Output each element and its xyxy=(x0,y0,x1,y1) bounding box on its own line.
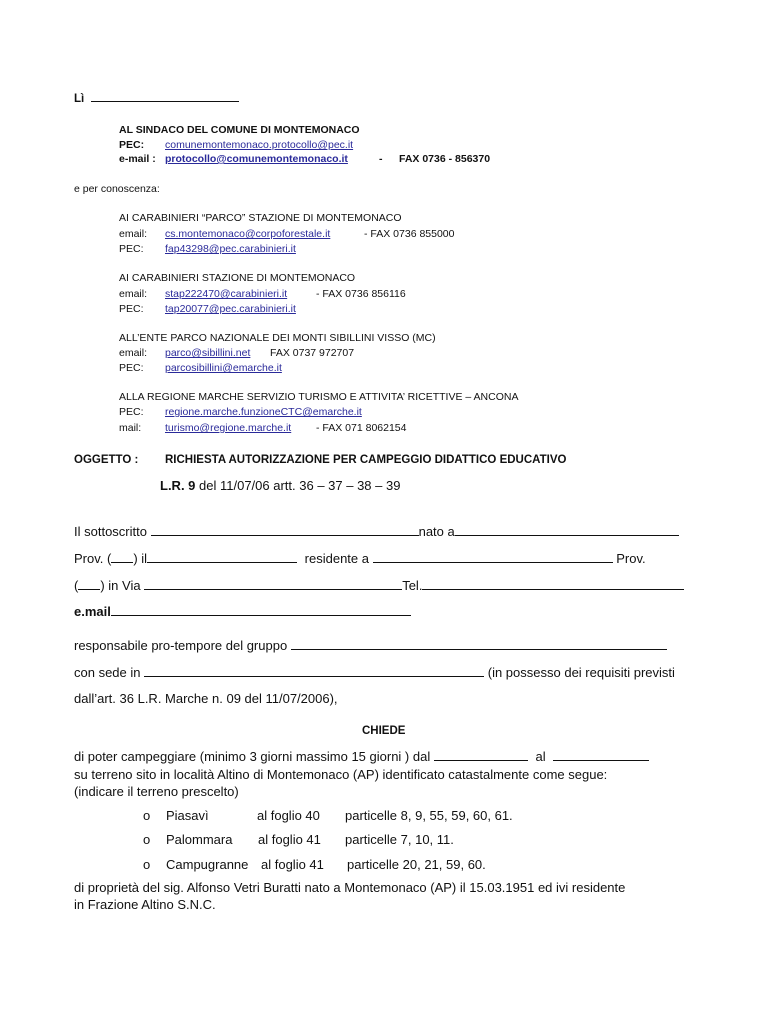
email-field[interactable] xyxy=(111,604,411,616)
request-dates-label: di poter campeggiare (minimo 3 giorni massimo 15 giorni ) dal xyxy=(74,749,431,764)
date-to-label: al xyxy=(535,749,546,764)
option-sheet: al foglio 40 xyxy=(257,808,320,823)
regione-mail-label: mail: xyxy=(119,422,142,434)
form-line-birth xyxy=(74,551,646,566)
subject-title: RICHIESTA AUTORIZZAZIONE PER CAMPEGGIO DIDATTICO EDUCATIVO xyxy=(165,454,567,466)
ente-parco-email-label: email: xyxy=(119,347,148,359)
request-dates-line xyxy=(74,749,649,764)
birth-prov-field[interactable] xyxy=(111,551,133,563)
form-line-address xyxy=(74,578,684,593)
carabinieri-pec-link[interactable]: tap20077@pec.carabinieri.it xyxy=(165,303,296,315)
form-line-based xyxy=(74,665,675,680)
option-bullet-icon[interactable]: o xyxy=(143,857,151,872)
carabinieri-email-label: email: xyxy=(119,288,148,300)
phone-field[interactable] xyxy=(422,578,684,590)
option-name: Campugranne xyxy=(166,857,249,872)
based-in-label: con sede in xyxy=(74,665,141,680)
option-sheet: al foglio 41 xyxy=(258,832,321,847)
group-field[interactable] xyxy=(291,638,667,650)
ente-parco-pec-label: PEC: xyxy=(119,362,144,374)
birthplace-field[interactable] xyxy=(455,524,679,536)
ente-parco-email-link[interactable]: parco@sibillini.net xyxy=(165,347,251,359)
subject-label: OGGETTO : xyxy=(74,454,139,466)
option-sheet: al foglio 41 xyxy=(261,857,324,872)
option-parcels: particelle 20, 21, 59, 60. xyxy=(347,857,486,872)
subject-law-number: L.R. 9 xyxy=(160,478,196,493)
article-reference: dall’art. 36 L.R. Marche n. 09 del 11/07/2006), xyxy=(74,691,338,706)
sindaco-dash: - xyxy=(379,153,383,165)
carabinieri-email-link[interactable]: stap222470@carabinieri.it xyxy=(165,288,288,300)
regione-email-link[interactable]: turismo@regione.marche.it xyxy=(165,422,292,434)
birth-date-field[interactable] xyxy=(147,551,297,563)
owner-line-2: in Frazione Altino S.N.C. xyxy=(74,897,216,912)
sindaco-pec-label: PEC: xyxy=(119,139,145,151)
regione-pec-label: PEC: xyxy=(119,406,144,418)
via-open-label: ( xyxy=(74,578,79,593)
ente-parco-pec-link[interactable]: parcosibillini@emarche.it xyxy=(165,362,282,374)
option-bullet-icon[interactable]: o xyxy=(143,832,151,847)
date-to-field[interactable] xyxy=(553,749,649,761)
option-name: Palommara xyxy=(166,832,233,847)
residence-prov-field[interactable] xyxy=(78,578,100,590)
form-line-responsible xyxy=(74,638,667,653)
sindaco-email-label: e-mail : xyxy=(119,153,156,165)
requirements-label: (in possesso dei requisiti previsti xyxy=(487,665,675,680)
option-parcels: particelle 7, 10, 11. xyxy=(345,832,454,847)
resident-at-label: residente a xyxy=(304,551,369,566)
carabinieri-parco-fax: - FAX 0736 855000 xyxy=(364,228,455,240)
carabinieri-parco-email-link[interactable]: cs.montemonaco@corpoforestale.it xyxy=(165,228,331,240)
street-field[interactable] xyxy=(144,578,402,590)
carabinieri-parco-pec-link[interactable]: fap43298@pec.carabinieri.it xyxy=(165,243,296,255)
owner-line-1: di proprietà del sig. Alfonso Vetri Buratti nato a Montemonaco (AP) il 15.03.1951 ed ivi residente xyxy=(74,880,626,895)
place-date-blank[interactable] xyxy=(91,90,239,102)
undersigned-label: Il sottoscritto xyxy=(74,524,147,539)
tel-label: Tel. xyxy=(402,578,423,593)
via-label: ) in Via xyxy=(100,578,141,593)
carabinieri-parco-pec-label: PEC: xyxy=(119,243,144,255)
form-line-name xyxy=(74,524,679,539)
request-choose-line: (indicare il terreno prescelto) xyxy=(74,784,239,799)
responsible-label: responsabile pro-tempore del gruppo xyxy=(74,638,288,653)
form-line-email xyxy=(74,604,411,619)
regione-pec-link[interactable]: regione.marche.funzioneCTC@emarche.it xyxy=(165,406,362,418)
option-parcels: particelle 8, 9, 55, 59, 60, 61. xyxy=(345,808,513,823)
option-name: Piasavì xyxy=(166,808,209,823)
recipient-carabinieri-parco-title: AI CARABINIERI “PARCO” STAZIONE DI MONTEMONACO xyxy=(119,212,402,224)
request-heading: CHIEDE xyxy=(362,725,406,737)
recipient-ente-parco-title: ALL’ENTE PARCO NAZIONALE DEI MONTI SIBILLINI VISSO (MC) xyxy=(119,332,436,344)
subject-law-articles: del 11/07/06 artt. 36 – 37 – 38 – 39 xyxy=(199,478,401,493)
option-bullet-icon[interactable]: o xyxy=(143,808,151,823)
name-field[interactable] xyxy=(151,524,419,536)
recipient-sindaco-title: AL SINDACO DEL COMUNE DI MONTEMONACO xyxy=(119,124,360,136)
ente-parco-fax: FAX 0737 972707 xyxy=(270,347,355,359)
subject-law xyxy=(160,478,400,493)
date-from-field[interactable] xyxy=(434,749,528,761)
recipient-regione-title: ALLA REGIONE MARCHE SERVIZIO TURISMO E ATTIVITA’ RICETTIVE – ANCONA xyxy=(119,391,519,403)
regione-fax: - FAX 071 8062154 xyxy=(316,422,407,434)
carabinieri-pec-label: PEC: xyxy=(119,303,144,315)
email-label: e.mail xyxy=(74,604,111,619)
prov-open-label: Prov. ( xyxy=(74,551,112,566)
sindaco-fax: FAX 0736 - 856370 xyxy=(399,153,491,165)
cc-label: e per conoscenza: xyxy=(74,183,160,195)
place-date-line xyxy=(74,90,239,105)
carabinieri-parco-email-label: email: xyxy=(119,228,148,240)
born-at-label: nato a xyxy=(418,524,455,539)
residence-field[interactable] xyxy=(373,551,613,563)
sindaco-pec-link[interactable]: comunemontemonaco.protocollo@pec.it xyxy=(165,139,354,151)
place-label: Lì xyxy=(74,93,85,105)
residence-prov-label: Prov. xyxy=(616,551,646,566)
sindaco-email-link[interactable]: protocollo@comunemontemonaco.it xyxy=(165,153,348,165)
carabinieri-fax: - FAX 0736 856116 xyxy=(316,288,406,300)
request-land-line: su terreno sito in località Altino di Montemonaco (AP) identificato catastalmente come segue: xyxy=(74,767,608,782)
birth-date-label: ) il xyxy=(133,551,148,566)
recipient-carabinieri-title: AI CARABINIERI STAZIONE DI MONTEMONACO xyxy=(119,272,356,284)
based-in-field[interactable] xyxy=(144,665,484,677)
